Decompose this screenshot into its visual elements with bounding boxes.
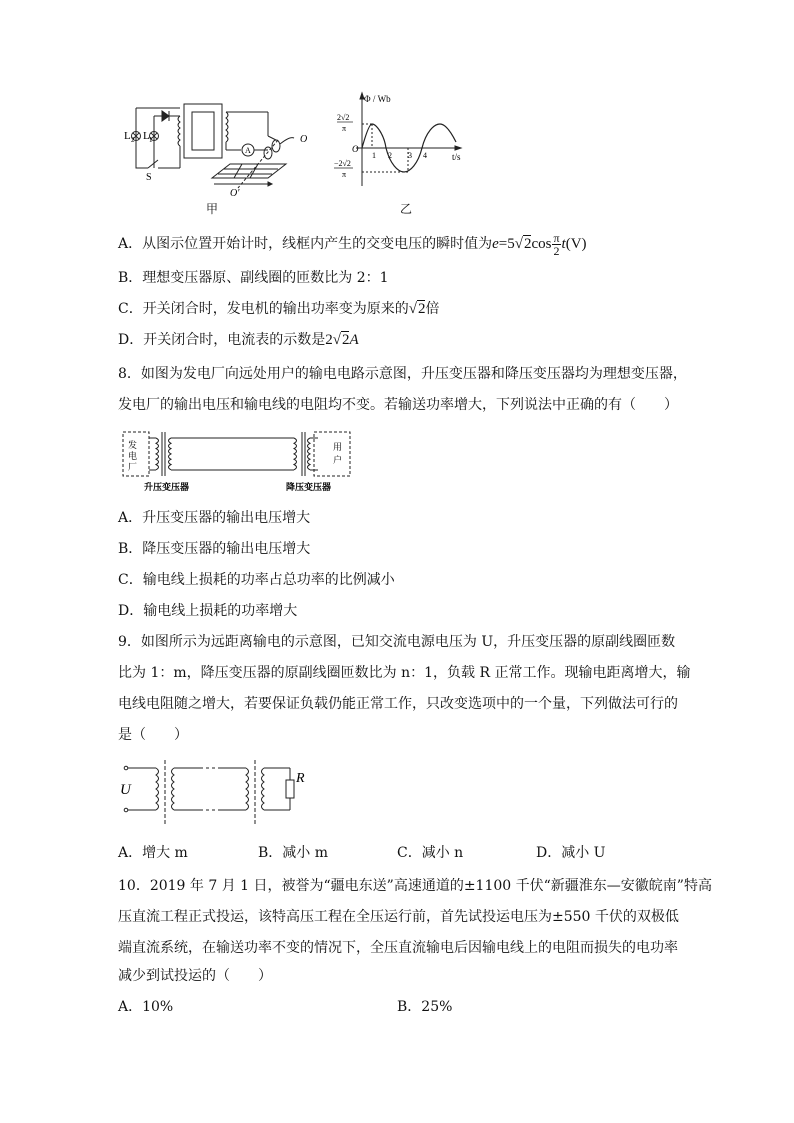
q9-option-d: D．减小 U <box>536 845 606 861</box>
label-l2-sub: 2 <box>131 136 135 144</box>
formula-t: t <box>561 235 566 252</box>
q8-circuit-svg <box>118 428 358 496</box>
q7-option-a <box>118 232 587 257</box>
q9-stem-2: 比为 1：m，降压变压器的原副线圈匝数比为 n：1，负载 R 正常工作。现输电距离增大，输 <box>118 665 691 681</box>
formula-frac-den: 2 <box>553 244 560 258</box>
figure-yi-graph <box>326 90 476 190</box>
figure-jia-circuit <box>118 98 328 198</box>
q9-option-a: A．增大 m <box>118 845 188 861</box>
formula-frac <box>552 232 560 257</box>
formula-frac-num: π <box>553 231 560 245</box>
q7-option-d-math: 2√2A <box>325 332 359 348</box>
q7-c-sqrt: 2 <box>417 301 426 317</box>
formula-unit: (V) <box>565 235 587 252</box>
q8-right-caption: 降压变压器 <box>286 482 332 492</box>
q8-left-caption: 升压变压器 <box>144 482 190 492</box>
graph-ymax-den: π <box>342 124 347 133</box>
q8-option-a: A．升压变压器的输出电压增大 <box>118 510 311 526</box>
q9-option-c: C．减小 n <box>397 845 464 861</box>
formula-sqrt: 2 <box>523 235 532 252</box>
q7-d-unit: A <box>349 332 359 348</box>
graph-tick-2: 2 <box>388 151 392 160</box>
label-l1: L <box>143 130 150 142</box>
label-l2: L <box>124 130 131 142</box>
q9-label-r: R <box>296 771 305 786</box>
formula-coef: 5 <box>507 235 515 252</box>
q7-option-b: B．理想变压器原、副线圈的匝数比为 2：1 <box>118 270 389 286</box>
formula-eq: = <box>498 235 508 252</box>
q8-right-box-text-2: 户 <box>333 455 343 465</box>
graph-origin: O <box>352 144 359 154</box>
figure-q8-transmission <box>118 428 358 496</box>
q7-option-a-text: A．从图示位置开始计时，线框内产生的交变电压的瞬时值为 <box>118 235 493 252</box>
graph-tick-3: 3 <box>408 151 412 160</box>
flux-graph-svg <box>326 90 476 190</box>
formula-e: e <box>492 235 499 252</box>
q10-stem-2: 压直流工程正式投运，该特高压工程在全压运行前，首先试投运电压为±550 千伏的双极低 <box>118 909 679 925</box>
q8-option-b: B．降压变压器的输出电压增大 <box>118 541 311 557</box>
label-l1-sub: 1 <box>149 136 153 144</box>
label-o-prime: O′ <box>230 188 240 198</box>
q8-stem-2: 发电厂的输出电压和输电线的电阻均不变。若输送功率增大，下列说法中正确的有（ ） <box>118 397 678 413</box>
q7-option-d-text: D．开关闭合时，电流表的示数是 <box>118 332 326 348</box>
q7-option-c <box>118 299 439 319</box>
graph-xlabel: t/s <box>452 152 461 162</box>
q8-option-c: C．输电线上损耗的功率占总功率的比例减小 <box>118 572 395 588</box>
figure-q9-transmission <box>118 760 308 828</box>
formula-cos: cos <box>531 235 552 252</box>
q7-d-sqrt: 2 <box>341 332 350 348</box>
q9-option-b: B．减小 m <box>258 845 329 861</box>
graph-tick-4: 4 <box>423 151 427 160</box>
q8-right-box-text-1: 用 <box>333 442 343 452</box>
q9-stem-4: 是（ ） <box>118 727 188 743</box>
q7-option-c-suffix: 倍 <box>425 301 440 317</box>
label-o: O <box>300 134 308 145</box>
q10-option-a: A．10% <box>118 999 174 1015</box>
q10-stem-3: 端直流系统，在输送功率不变的情况下，全压直流输电后因输电线上的电阻而损失的电功率 <box>118 940 678 956</box>
q8-left-box-text-2: 电 <box>128 451 138 461</box>
label-s: S <box>146 172 152 183</box>
circuit-jia-svg <box>118 98 328 198</box>
q9-stem-1: 9．如图所示为远距离输电的示意图，已知交流电源电压为 U，升压变压器的原副线圈匝数 <box>118 634 676 650</box>
q9-circuit-svg <box>118 760 308 828</box>
graph-tick-1: 1 <box>372 151 376 160</box>
q7-option-d <box>118 330 359 350</box>
q9-label-u: U <box>120 782 131 798</box>
q9-stem-3: 电线电阻随之增大，若要保证负载仍能正常工作，只改变选项中的一个量，下列做法可行的 <box>118 696 678 712</box>
q10-stem-4: 减少到试投运的（ ） <box>118 968 272 984</box>
q7-formula: e=5√2cos $\frac{\pi}{2}$ t(V) <box>492 231 587 258</box>
graph-ylabel: Φ / Wb <box>364 94 391 104</box>
q7-d-value: 2 <box>325 332 333 348</box>
caption-jia: 甲 <box>206 202 219 216</box>
caption-yi: 乙 <box>400 202 413 216</box>
q8-left-box-text-3: 厂 <box>128 462 138 472</box>
q8-option-d: D．输电线上损耗的功率增大 <box>118 603 298 619</box>
graph-ymax-num: 2√2 <box>337 113 350 122</box>
graph-ymin-num: −2√2 <box>334 159 351 168</box>
ammeter-label: A <box>245 146 251 155</box>
q8-stem-1: 8．如图为发电厂向远处用户的输电电路示意图，升压变压器和降压变压器均为理想变压器， <box>118 366 687 382</box>
q7-option-c-math: √2 <box>408 301 426 317</box>
q10-option-b: B．25% <box>397 999 453 1015</box>
q8-left-box-text-1: 发 <box>128 440 138 450</box>
q10-stem-1: 10．2019 年 7 月 1 日，被誉为“疆电东送”高速通道的±1100 千伏“新疆淮东—安徽皖南”特高 <box>118 878 712 894</box>
q7-option-c-text: C．开关闭合时，发电机的输出功率变为原来的 <box>118 301 409 317</box>
graph-ymin-den: π <box>342 170 347 179</box>
